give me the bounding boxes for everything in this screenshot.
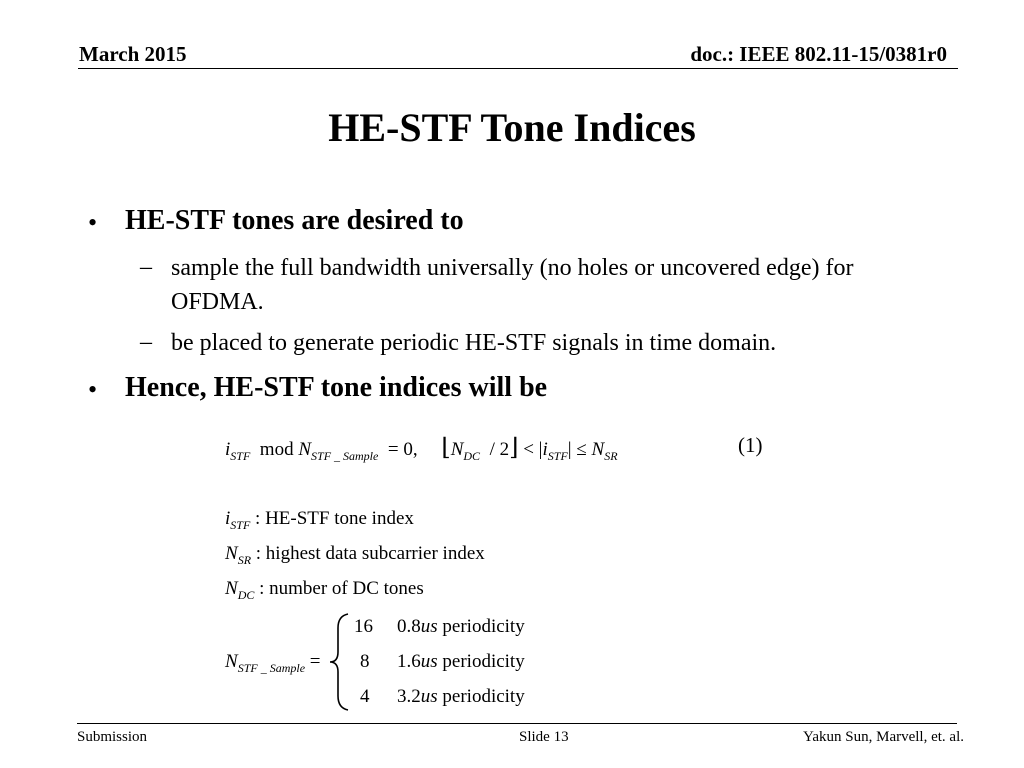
definition-istf-text: : HE-STF tone index: [255, 508, 414, 529]
footer-slide-number: Slide 13: [519, 729, 569, 745]
bullet-2-text: Hence, HE-STF tone indices will be: [125, 372, 548, 403]
tone-index-equation: $i_{STF}$ mod $N_{STF \_ Sample} = 0$, $⌊N_{DC}$ / 2⌋ < $|i_{STF}| \le N_{SR}$: [225, 435, 618, 463]
sub-bullet-marker: –: [140, 329, 152, 355]
sub-bullet-1-text: sample the full bandwidth universally (no holes or uncovered edge) for OFDMA.: [171, 255, 854, 315]
bullet-marker: •: [88, 375, 98, 404]
footer-submission: Submission: [77, 729, 148, 745]
left-brace-icon: [326, 612, 352, 712]
definition-istf: $i_{STF}$ : HE-STF tone index: [225, 508, 414, 532]
slide-title: HE-STF Tone Indices: [328, 105, 696, 150]
case-time: 0.8us periodicity: [397, 616, 525, 637]
bullet-marker: •: [88, 208, 98, 237]
equation-number: (1): [738, 433, 763, 457]
definition-nsr: $N_{SR}$ : highest data subcarrier index: [225, 543, 485, 567]
header-doc-id: doc.: IEEE 802.11-15/0381r0: [690, 42, 947, 66]
footer-authors: Yakun Sun, Marvell, et. al.: [803, 729, 964, 745]
bullet-1-text: HE-STF tones are desired to: [125, 205, 464, 236]
footer-rule: [77, 723, 957, 724]
sample-variable-lhs: $N_{STF \_ Sample}$ =: [225, 651, 321, 675]
case-value: 8: [360, 651, 370, 672]
equation-divisor: / 2: [489, 439, 510, 460]
header-date: March 2015: [79, 42, 187, 66]
header-rule: [78, 68, 958, 69]
case-value: 16: [354, 616, 373, 637]
equation-mod: mod: [259, 439, 294, 460]
sub-bullet-2-text: be placed to generate periodic HE-STF signals in time domain.: [171, 330, 777, 356]
case-time: 3.2us periodicity: [397, 686, 525, 707]
definition-nsr-text: : highest data subcarrier index: [255, 543, 485, 564]
definition-ndc-text: : number of DC tones: [259, 578, 424, 599]
case-time: 1.6us periodicity: [397, 651, 525, 672]
equation-equals-zero: = 0,: [387, 439, 418, 460]
definition-ndc: $N_{DC}$ : number of DC tones: [225, 578, 424, 602]
case-value: 4: [360, 686, 370, 707]
sub-bullet-marker: –: [140, 254, 152, 280]
